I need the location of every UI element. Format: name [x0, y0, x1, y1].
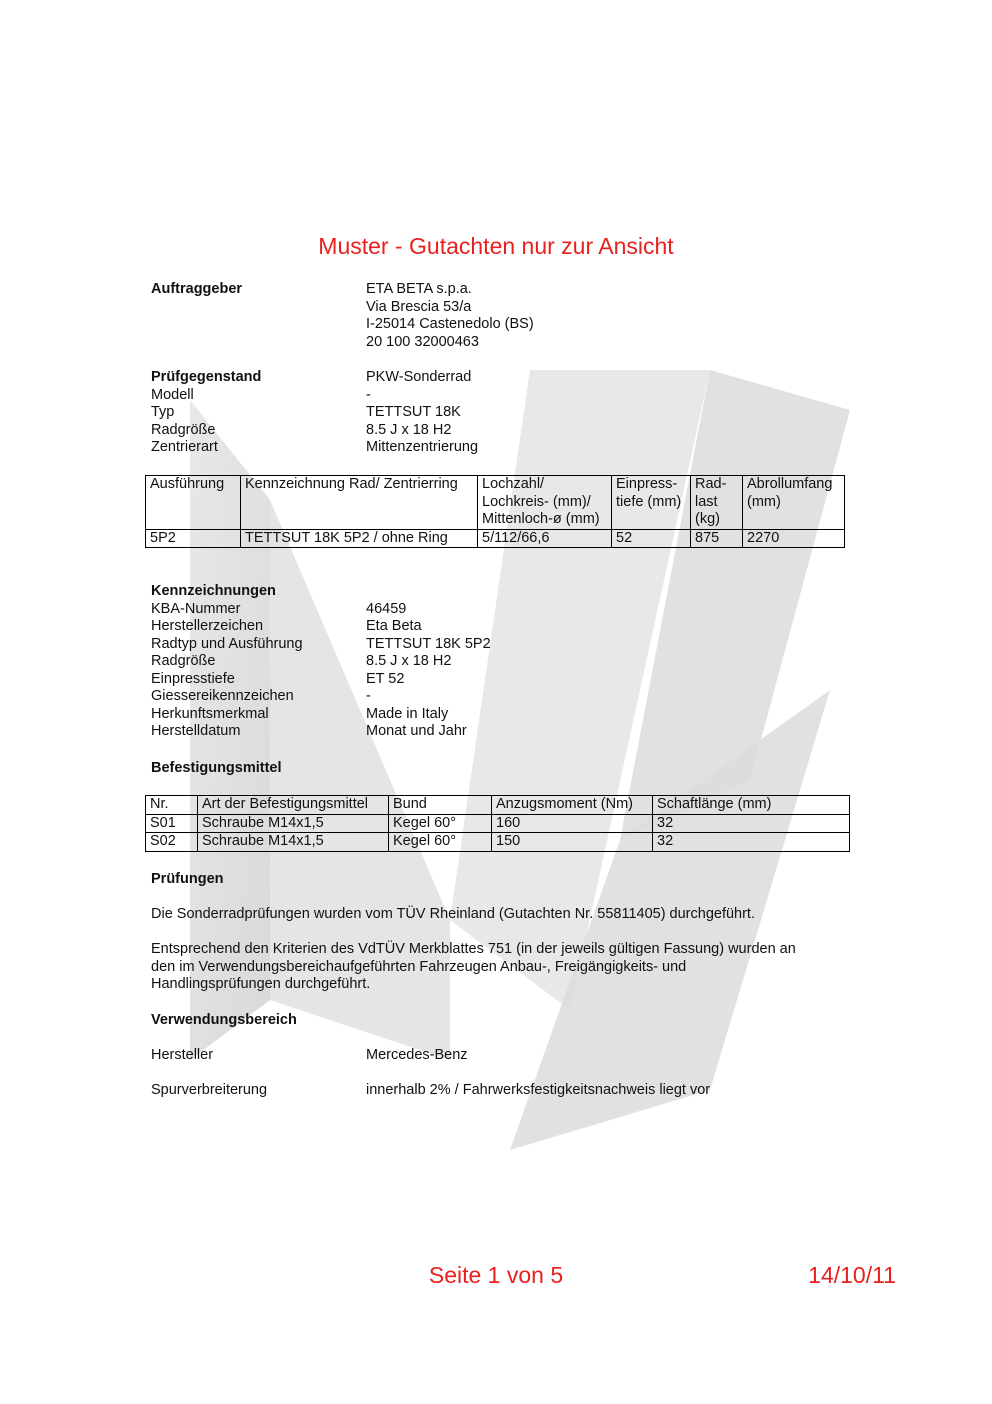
spurverbreiterung-row	[151, 1082, 851, 1100]
table-cell: TETTSUT 18K 5P2 / ohne Ring	[241, 529, 478, 548]
table-cell: 2270	[743, 529, 845, 548]
table-header-cell: Nr.	[146, 796, 198, 815]
field-value: TETTSUT 18K 5P2	[366, 635, 491, 652]
table-cell: S02	[146, 833, 198, 852]
field-value: Monat und Jahr	[366, 723, 467, 739]
table-header-cell: Einpress-tiefe (mm)	[612, 476, 691, 530]
table-header-cell: Rad-last (kg)	[691, 476, 743, 530]
table-header-cell: Kennzeichnung Rad/ Zentrierring	[241, 476, 478, 530]
field-value: Eta Beta	[366, 618, 422, 634]
table-header-cell: Anzugsmoment (Nm)	[492, 796, 653, 815]
pruefgegenstand-label: Prüfgegenstand	[151, 369, 262, 385]
table-cell: 5P2	[146, 529, 241, 548]
table-cell: Kegel 60°	[389, 814, 492, 833]
field-value: 46459	[366, 600, 407, 617]
table-header-row	[146, 476, 845, 530]
table-cell: 150	[492, 833, 653, 852]
auftraggeber-line: 20 100 32000463	[366, 333, 479, 350]
field-value: -	[366, 688, 371, 704]
pruefgegenstand-section	[151, 369, 851, 457]
field-label: Modell	[151, 386, 194, 403]
auftraggeber-section	[151, 281, 851, 351]
field-label: Herstellerzeichen	[151, 618, 264, 634]
document-title: Muster - Gutachten nur zur Ansicht	[318, 233, 674, 259]
kennzeichnungen-heading: Kennzeichnungen	[151, 583, 276, 599]
table-cell: Kegel 60°	[389, 833, 492, 852]
field-label: Zentrierart	[151, 439, 218, 455]
field-value: innerhalb 2% / Fahrwerksfestigkeitsnachweis liegt vor	[366, 1082, 711, 1098]
paragraph-line: Entsprechend den Kriterien des VdTÜV Merkblattes 751 (in der jeweils gültigen Fassung) wurden an	[151, 941, 796, 957]
table-cell: 52	[612, 529, 691, 548]
field-value: 8.5 J x 18 H2	[366, 653, 452, 669]
pruefungen-paragraph-2	[151, 941, 841, 994]
befestigung-heading: Befestigungsmittel	[151, 760, 282, 776]
table-header-cell: Abrollumfang (mm)	[743, 476, 845, 530]
pruefgegenstand-value: PKW-Sonderrad	[366, 369, 472, 385]
auftraggeber-line: I-25014 Castenedolo (BS)	[366, 316, 534, 332]
field-value: Mittenzentrierung	[366, 439, 479, 455]
table-cell: 160	[492, 814, 653, 833]
fastener-table	[145, 795, 850, 852]
kennzeichnungen-section	[151, 583, 851, 741]
verwendungsbereich-heading: Verwendungsbereich	[151, 1012, 297, 1028]
table-cell: Schraube M14x1,5	[198, 833, 389, 852]
document-date: 14/10/11	[808, 1262, 896, 1288]
auftraggeber-label: Auftraggeber	[151, 281, 243, 297]
field-value: TETTSUT 18K	[366, 404, 461, 420]
table-cell: 32	[653, 833, 850, 852]
field-label: Radgröße	[151, 653, 216, 669]
table-header-cell: Schaftlänge (mm)	[653, 796, 850, 815]
field-value: Made in Italy	[366, 705, 449, 722]
hersteller-row	[151, 1047, 851, 1065]
table-cell: 5/112/66,6	[478, 529, 612, 548]
table-header-row	[146, 796, 850, 815]
paragraph-line: den im Verwendungsbereichaufgeführten Fahrzeugen Anbau-, Freigängigkeits- und	[151, 958, 687, 975]
field-label: Herstelldatum	[151, 723, 241, 739]
table-cell: 875	[691, 529, 743, 548]
table-cell: 32	[653, 814, 850, 833]
paragraph-line: Handlingsprüfungen durchgeführt.	[151, 976, 371, 992]
field-label: KBA-Nummer	[151, 600, 241, 617]
field-value: 8.5 J x 18 H2	[366, 421, 452, 438]
table-cell: S01	[146, 814, 198, 833]
field-value: ET 52	[366, 670, 405, 687]
field-label: Radtyp und Ausführung	[151, 635, 303, 652]
table-header-cell: Ausführung	[146, 476, 241, 530]
table-cell: Schraube M14x1,5	[198, 814, 389, 833]
pruefungen-heading: Prüfungen	[151, 871, 224, 887]
field-label: Spurverbreiterung	[151, 1082, 268, 1098]
field-label: Radgröße	[151, 421, 216, 438]
table-row	[146, 529, 845, 548]
table-row	[146, 814, 850, 833]
auftraggeber-line: Via Brescia 53/a	[366, 298, 472, 315]
table-header-cell: Bund	[389, 796, 492, 815]
field-label: Giessereikennzeichen	[151, 688, 294, 704]
table-row	[146, 833, 850, 852]
field-label: Einpresstiefe	[151, 670, 235, 687]
field-label: Herkunftsmerkmal	[151, 705, 269, 722]
field-value: -	[366, 386, 371, 403]
page-number: Seite 1 von 5	[428, 1262, 564, 1288]
pruefungen-paragraph-1: Die Sonderradprüfungen wurden vom TÜV Rheinland (Gutachten Nr. 55811405) durchgeführt.	[151, 906, 755, 922]
wheel-table	[145, 475, 845, 548]
table-header-cell: Lochzahl/ Lochkreis- (mm)/ Mittenloch-ø (mm)	[478, 476, 612, 530]
field-label: Hersteller	[151, 1047, 214, 1063]
table-header-cell: Art der Befestigungsmittel	[198, 796, 389, 815]
auftraggeber-line: ETA BETA s.p.a.	[366, 281, 472, 297]
field-label: Typ	[151, 404, 175, 420]
field-value: Mercedes-Benz	[366, 1047, 468, 1063]
